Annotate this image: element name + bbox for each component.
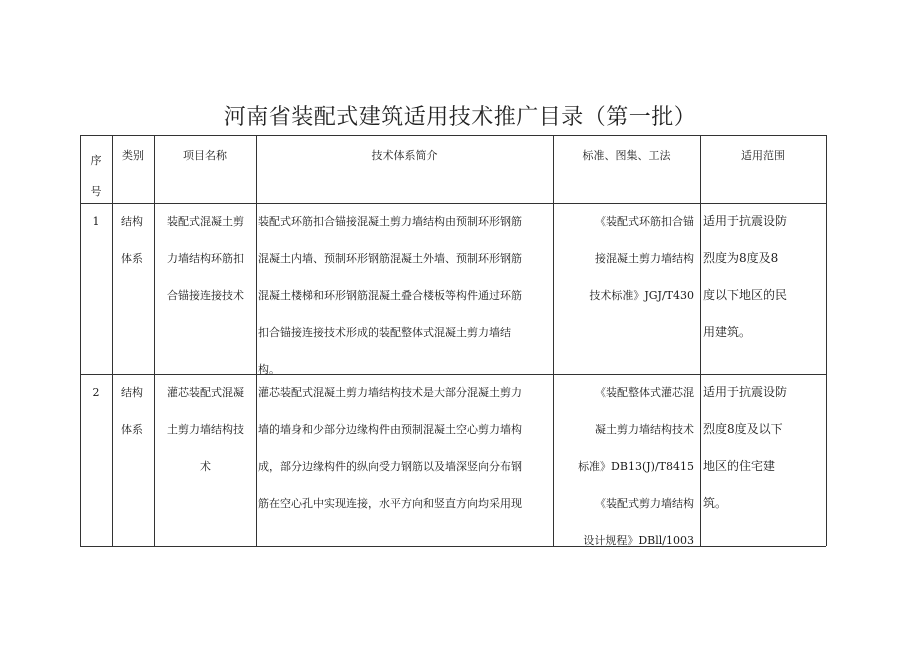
row2-tech-intro: 灌芯装配式混凝土剪力墙结构技术是大部分混凝土剪力 墙的墙身和少部分边缘构件由预制混凝土空心剪力墙构 成，部分边缘构件的纵向受力钢筋以及墙深竖向分布钢 筋在空心孔中实现连接，水平方向和竖直方向均采用现	[258, 386, 522, 510]
row1-category: 结构 体系	[121, 215, 143, 265]
row1-tech-intro: 装配式环筋扣合锚接混凝土剪力墙结构由预制环形钢筋 混凝土内墙、预制环形钢筋混凝土外墙、预制环形钢筋 混凝土楼梯和环形钢筋混凝土叠合楼板等构件通过环筋 扣合锚接连接技术形成的装配整体式混凝土剪力墙结 构。	[258, 215, 522, 376]
column-divider	[256, 135, 257, 546]
row1-standards: 《装配式环筋扣合锚 接混凝土剪力墙结构 技术标准》JGJ/T430	[589, 215, 694, 302]
header-seq: 序 号	[90, 154, 102, 198]
header-category: 类别	[122, 149, 144, 162]
row1-scope: 适用于抗震设防 烈度为8度及8 度以下地区的民 用建筑。	[703, 214, 788, 339]
row2-standards: 《装配整体式灌芯混 凝土剪力墙结构技术 标准》DB13(J)/T8415 《装配式剪力墙结构 设计规程》DBll/1003	[578, 386, 694, 547]
table-border-top	[80, 135, 826, 136]
row1-project-name: 装配式混凝土剪 力墙结构环筋扣 合锚接连接技术	[167, 215, 244, 302]
row1-seq: 1	[92, 215, 100, 228]
header-tech-intro: 技术体系简介	[371, 149, 438, 162]
column-divider	[112, 135, 113, 546]
document-title: 河南省装配式建筑适用技术推广目录（第一批）	[223, 105, 697, 130]
row2-seq: 2	[92, 386, 100, 399]
column-divider	[700, 135, 701, 546]
row2-category: 结构 体系	[121, 386, 143, 436]
column-divider	[553, 135, 554, 546]
table-border-bottom	[80, 546, 826, 547]
row2-scope: 适用于抗震设防 烈度8度及以下 地区的住宅建 筑。	[703, 385, 788, 510]
column-divider	[154, 135, 155, 546]
header-standards: 标准、图集、工法	[582, 149, 671, 162]
header-project-name: 项目名称	[183, 149, 227, 162]
header-scope: 适用范围	[741, 149, 785, 162]
column-divider	[826, 135, 827, 546]
row2-project-name: 灌芯装配式混凝 土剪力墙结构技 术	[167, 386, 244, 473]
